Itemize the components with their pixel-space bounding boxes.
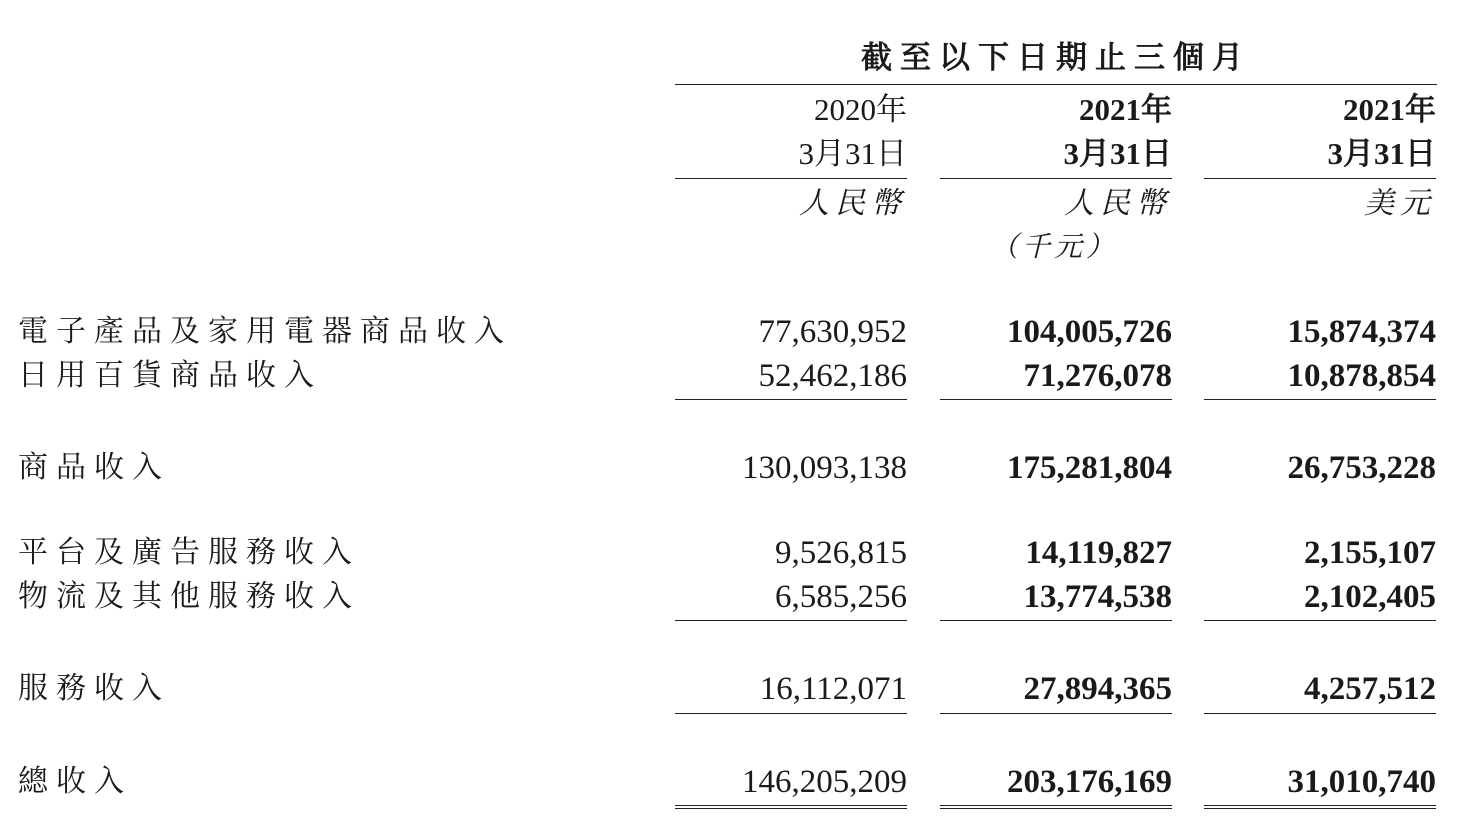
row-label-product-revenue: 商品收入 [18,450,170,485]
col2-date: 3月31日 [1063,136,1172,171]
row-general-merchandise-2021-rmb: 71,276,078 [1023,358,1172,394]
col3-header-rule [1204,178,1436,179]
total-double-rule-c1 [675,805,907,809]
row-service-revenue-2021-rmb: 27,894,365 [1023,671,1172,707]
unit-note: （千元） [990,230,1119,263]
col3-currency: 美元 [1364,186,1436,221]
row-label-logistics: 物流及其他服務收入 [18,579,360,614]
row-platform-ads-2020: 9,526,815 [775,535,907,571]
header-rule [675,84,1437,85]
row-electronics-2021-usd: 15,874,374 [1287,314,1436,350]
row-service-revenue-2020: 16,112,071 [759,671,907,707]
row-label-total-revenue: 總收入 [18,764,132,799]
col2-header-rule [940,178,1172,179]
col1-date: 3月31日 [798,136,907,171]
rule-after-services-c2 [940,620,1172,621]
row-label-platform-ads: 平台及廣告服務收入 [18,535,360,570]
col3-year: 2021年 [1343,92,1436,127]
row-label-electronics: 電子產品及家用電器商品收入 [18,314,512,349]
row-platform-ads-2021-usd: 2,155,107 [1304,535,1436,571]
rule-after-services-c1 [675,620,907,621]
col1-header-rule [675,178,907,179]
total-double-rule-c3 [1204,805,1436,809]
row-electronics-2020: 77,630,952 [758,314,907,350]
col2-year: 2021年 [1079,92,1172,127]
period-title: 截至以下日期止三個月 [861,40,1251,76]
col2-currency: 人民幣 [1064,186,1172,221]
row-logistics-2021-rmb: 13,774,538 [1023,579,1172,615]
rule-after-merchandise-c1 [675,399,907,400]
col3-date: 3月31日 [1327,136,1436,171]
rule-after-services-c3 [1204,620,1436,621]
row-label-service-revenue: 服務收入 [18,671,170,706]
rule-after-service-revenue-c2 [940,713,1172,714]
total-double-rule-c2 [940,805,1172,809]
row-label-general-merchandise: 日用百貨商品收入 [18,358,322,393]
row-service-revenue-2021-usd: 4,257,512 [1304,671,1436,707]
row-total-revenue-2021-rmb: 203,176,169 [1007,764,1172,800]
row-electronics-2021-rmb: 104,005,726 [1007,314,1172,350]
row-product-revenue-2021-usd: 26,753,228 [1287,450,1436,486]
row-total-revenue-2021-usd: 31,010,740 [1287,764,1436,800]
row-logistics-2021-usd: 2,102,405 [1304,579,1436,615]
row-product-revenue-2021-rmb: 175,281,804 [1007,450,1172,486]
rule-after-merchandise-c3 [1204,399,1436,400]
row-total-revenue-2020: 146,205,209 [742,764,907,800]
row-general-merchandise-2020: 52,462,186 [758,358,907,394]
row-product-revenue-2020: 130,093,138 [742,450,907,486]
col1-currency: 人民幣 [799,186,907,221]
rule-after-merchandise-c2 [940,399,1172,400]
rule-after-service-revenue-c3 [1204,713,1436,714]
col1-year: 2020年 [814,92,907,127]
row-logistics-2020: 6,585,256 [775,579,907,615]
rule-after-service-revenue-c1 [675,713,907,714]
row-general-merchandise-2021-usd: 10,878,854 [1287,358,1436,394]
row-platform-ads-2021-rmb: 14,119,827 [1025,535,1172,571]
